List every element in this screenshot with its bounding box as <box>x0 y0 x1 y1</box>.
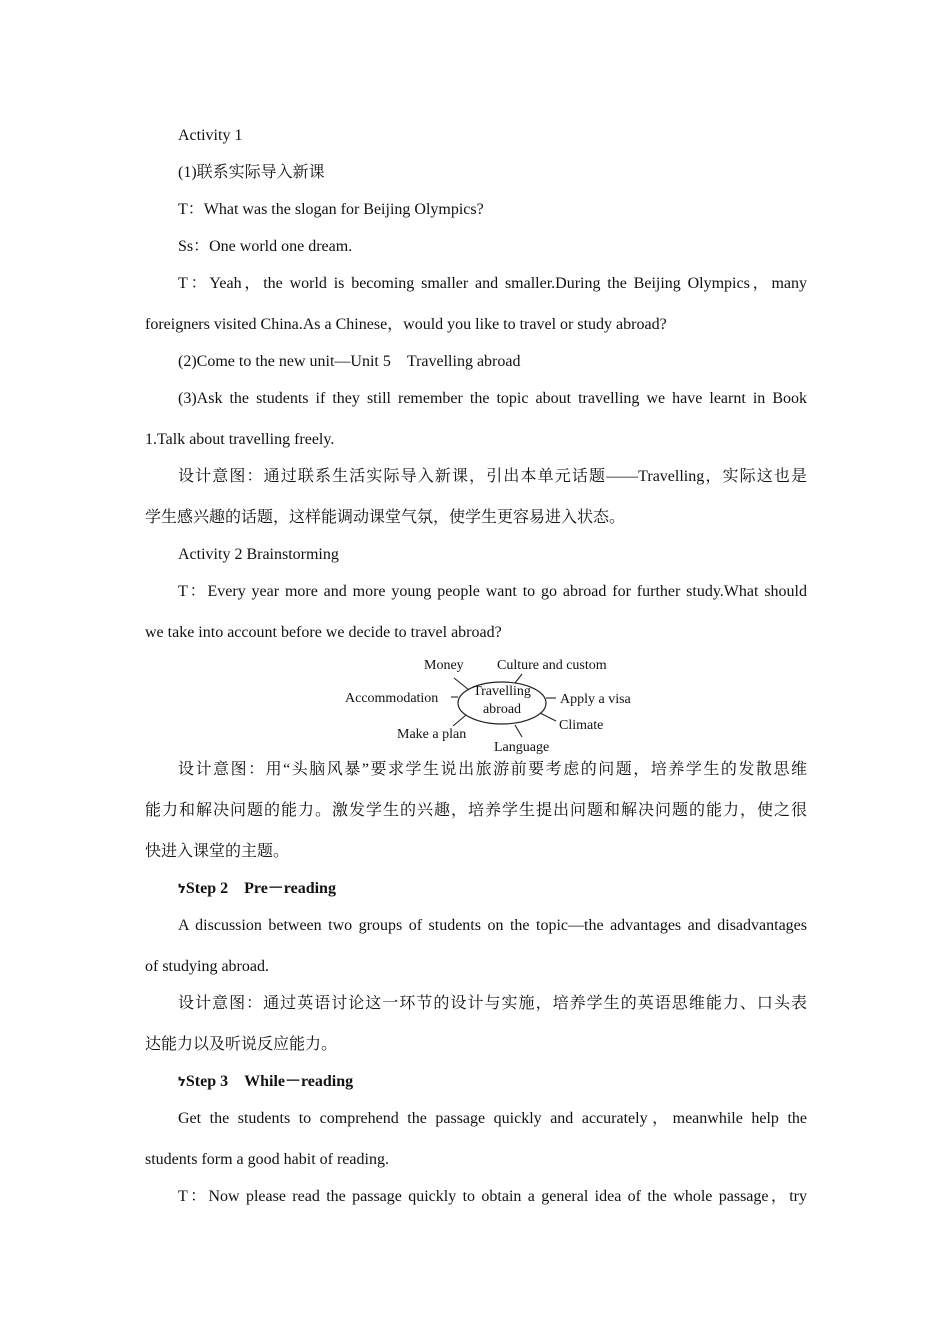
step-3-marker: ל <box>178 1075 186 1090</box>
step-1-intro: (1)联系实际导入新课 <box>178 164 325 181</box>
brainstorm-diagram <box>330 652 660 758</box>
center-label-2: abroad <box>482 702 522 717</box>
teacher-reading-instruction: T：Now please read the passage quickly to obtain a general idea of the whole passage，try <box>178 1188 807 1205</box>
brainstorm-question-cont: we take into account before we decide to travel abroad? <box>145 624 502 641</box>
design-intent-3: 设计意图：通过英语讨论这一环节的设计与实施，培养学生的英语思维能力、口头表 <box>178 995 807 1012</box>
label-culture: Culture and custom <box>497 658 607 673</box>
activity-2-heading: Activity 2 Brainstorming <box>178 546 339 563</box>
label-plan: Make a plan <box>397 727 467 742</box>
spoke-money <box>454 678 469 690</box>
design-intent-1: 设计意图：通过联系生活实际导入新课，引出本单元话题——Travelling，实际这也是 <box>178 468 807 485</box>
dialogue-teacher-question: T：What was the slogan for Beijing Olympics? <box>178 201 484 218</box>
discussion-line-cont: of studying abroad. <box>145 958 269 975</box>
activity-1-heading: Activity 1 <box>178 127 243 144</box>
instruction-line-cont: 1.Talk about travelling freely. <box>145 431 335 448</box>
design-intent-2-cont: 能力和解决问题的能力。激发学生的兴趣，培养学生提出问题和解决问题的能力，使之很 <box>145 802 807 819</box>
dialogue-students-answer: Ss：One world one dream. <box>178 238 353 255</box>
label-climate: Climate <box>559 718 604 733</box>
unit-title-line: (2)Come to the new unit—Unit 5 Travelling abroad <box>178 353 521 370</box>
label-language: Language <box>494 740 550 755</box>
brainstorm-question: T：Every year more and more young people want to go abroad for further study.What should <box>178 583 807 600</box>
dialogue-teacher-line: T：Yeah，the world is becoming smaller and smaller.During the Beijing Olympics，many <box>178 275 807 292</box>
reading-goal-line: Get the students to comprehend the passage quickly and accurately，meanwhile help the <box>178 1110 808 1127</box>
step-2-heading <box>178 879 807 900</box>
step-2-marker: ל <box>178 882 186 897</box>
spoke-culture <box>515 674 522 683</box>
step-2-title: Step 2 Pre－reading <box>185 880 336 897</box>
discussion-line: A discussion between two groups of students on the topic—the advantages and disadvantages <box>178 917 807 934</box>
spoke-climate <box>540 713 556 721</box>
design-intent-3-cont: 达能力以及听说反应能力。 <box>145 1036 338 1053</box>
center-label-1: Travelling <box>473 684 531 699</box>
label-visa: Apply a visa <box>560 692 631 707</box>
design-intent-2: 设计意图：用“头脑风暴”要求学生说出旅游前要考虑的问题，培养学生的发散思维 <box>178 761 807 778</box>
instruction-line: (3)Ask the students if they still remember the topic about travelling we have learnt in Book <box>178 390 807 407</box>
step-3-title: Step 3 While－reading <box>185 1073 354 1090</box>
spoke-language <box>515 725 522 737</box>
step-3-heading <box>178 1072 807 1093</box>
design-intent-2-end: 快进入课堂的主题。 <box>145 843 290 860</box>
reading-goal-line-cont: students form a good habit of reading. <box>145 1151 389 1168</box>
dialogue-teacher-line-cont: foreigners visited China.As a Chinese，would you like to travel or study abroad? <box>145 316 667 333</box>
spoke-plan <box>453 715 466 726</box>
label-accommodation: Accommodation <box>345 691 439 706</box>
label-money: Money <box>424 658 464 673</box>
design-intent-1-cont: 学生感兴趣的话题，这样能调动课堂气氛，使学生更容易进入状态。 <box>145 509 626 526</box>
